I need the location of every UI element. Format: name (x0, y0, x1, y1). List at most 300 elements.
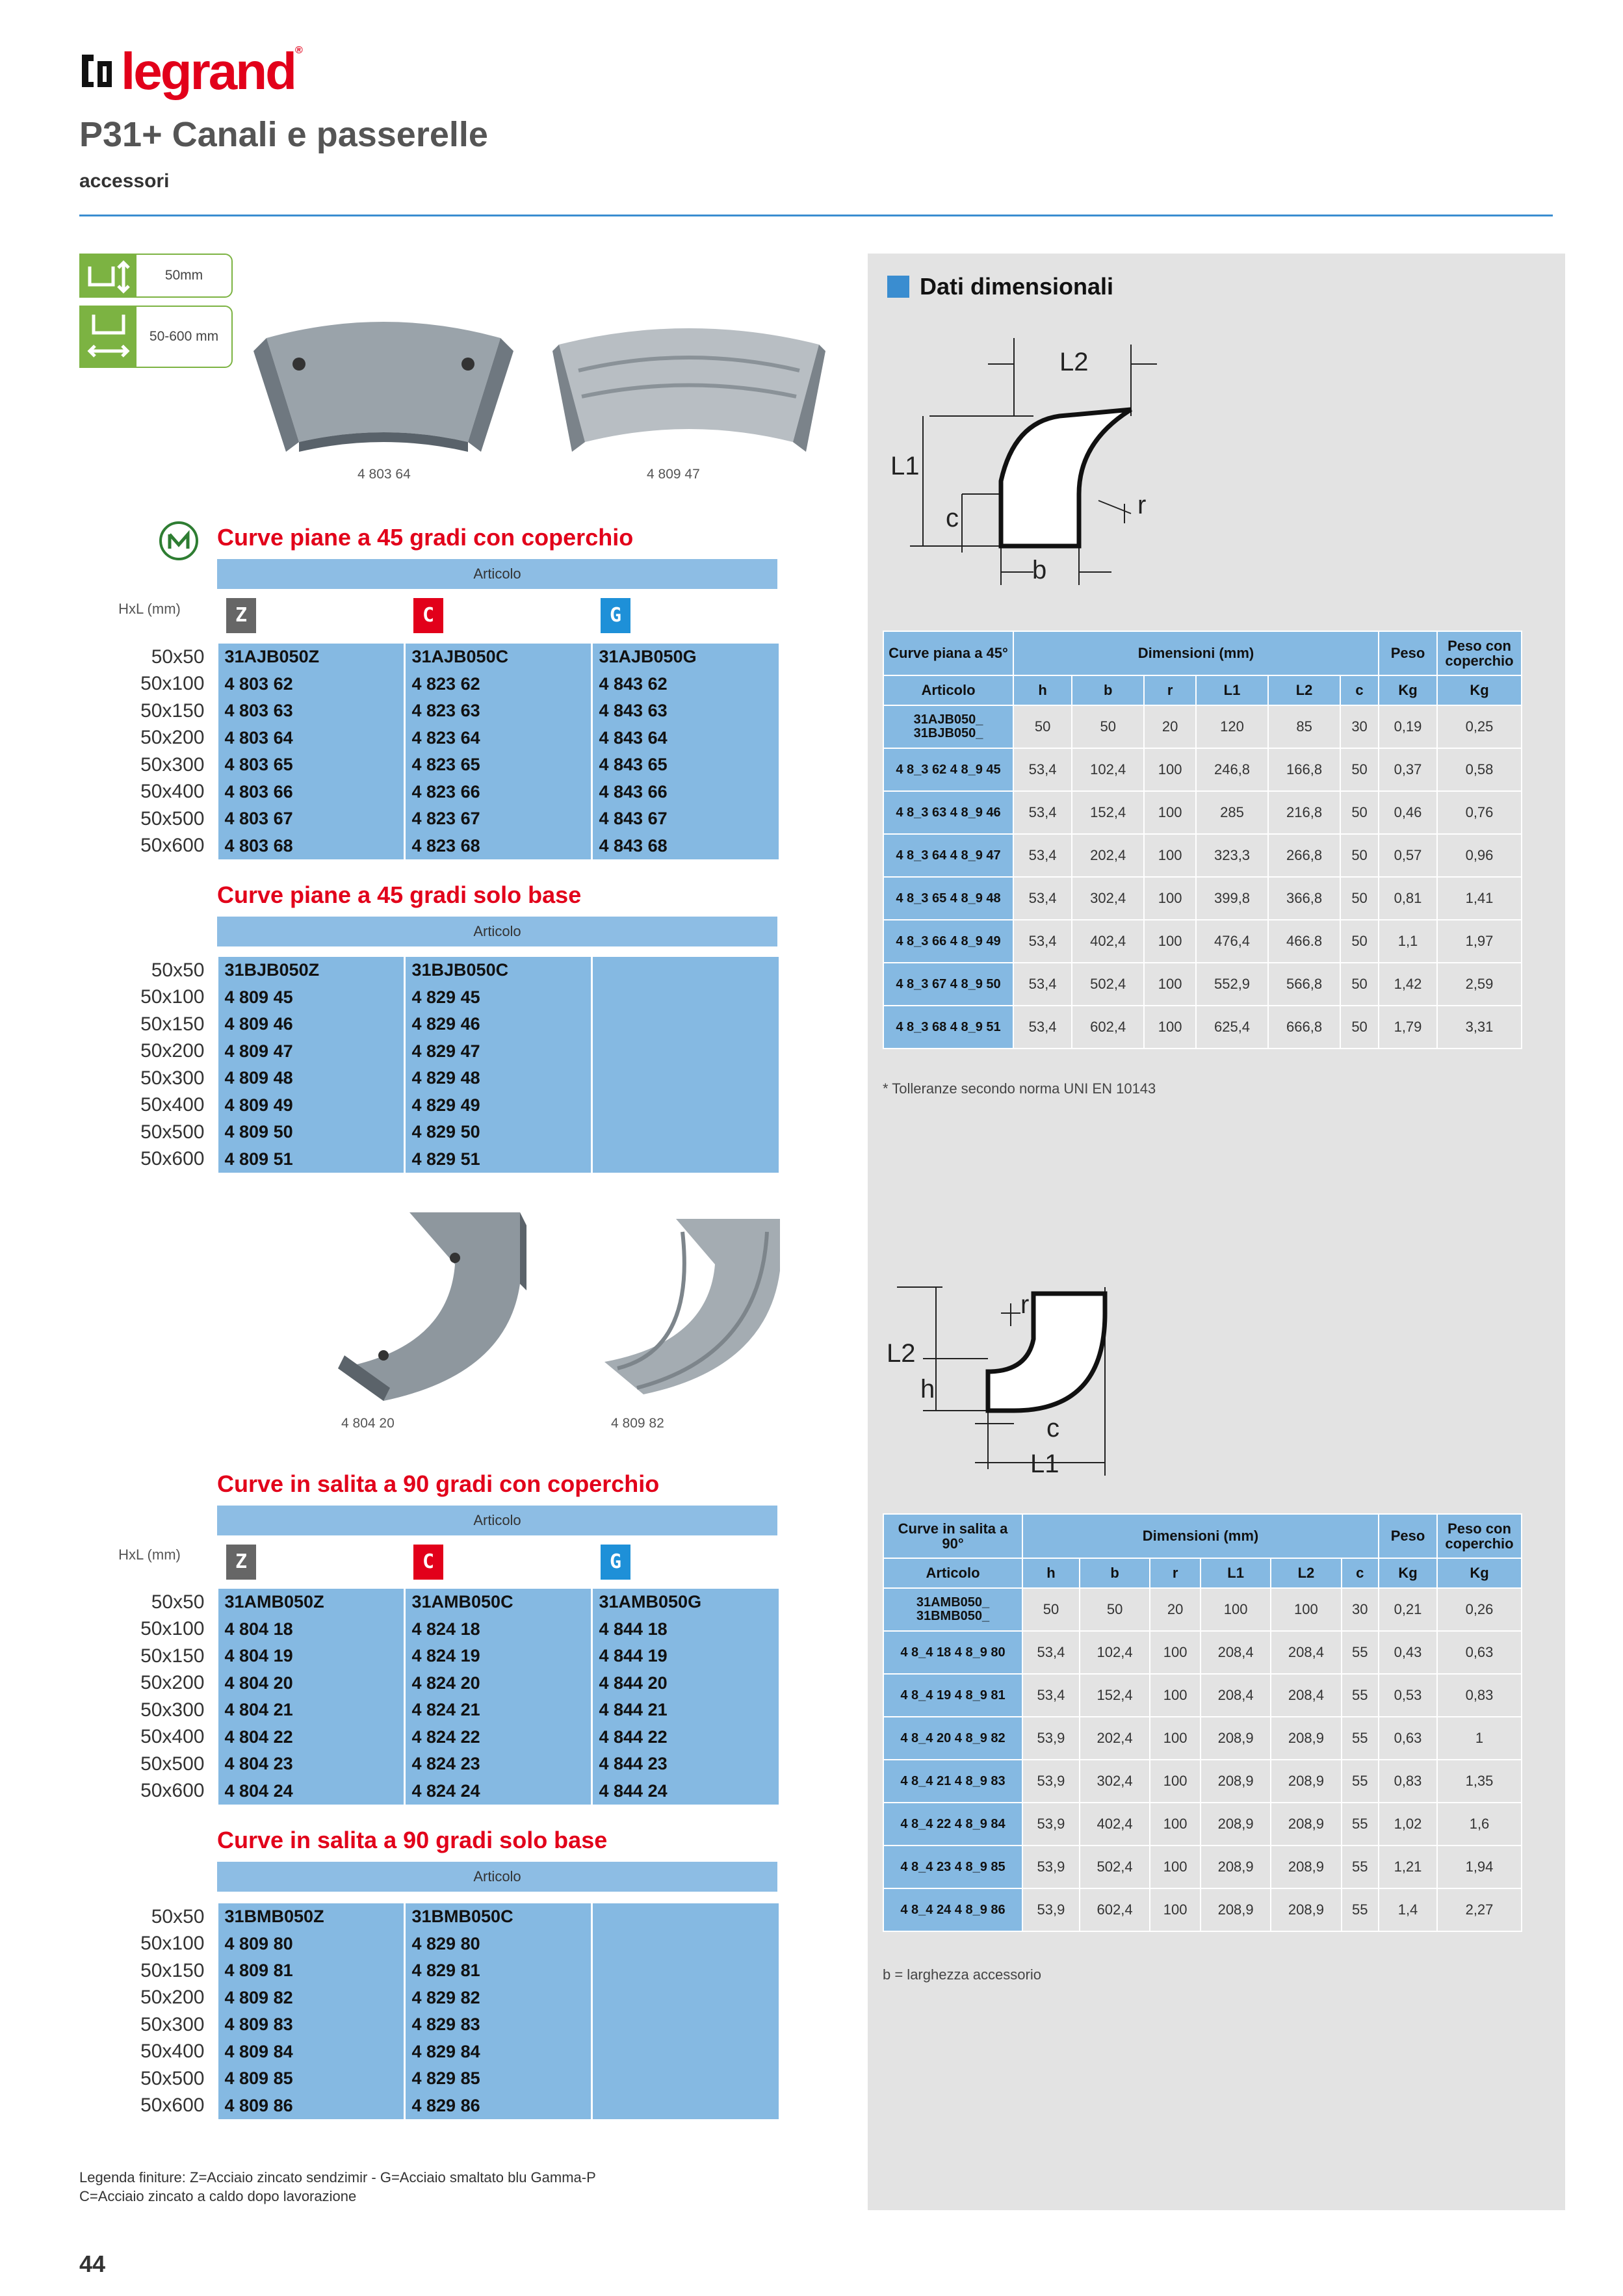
value-cell: 0,63 (1437, 1631, 1522, 1674)
hxl-label: HxL (mm) (118, 1546, 181, 1563)
code-cell: 31AJB050Z (217, 644, 404, 671)
table-row (113, 984, 779, 1011)
code-cell: 4 843 63 (591, 698, 779, 725)
column-header: r (1150, 1558, 1201, 1588)
code-cell (591, 1092, 779, 1119)
article-cell: 4 8_4 20 4 8_9 82 (883, 1717, 1022, 1760)
code-cell: 4 844 20 (591, 1670, 779, 1697)
value-cell: 0,25 (1437, 705, 1522, 748)
svg-text:b: b (1032, 556, 1047, 584)
table-row (113, 1119, 779, 1146)
code-cell: 31AJB050C (404, 644, 591, 671)
value-cell: 100 (1144, 877, 1196, 920)
table-row (883, 834, 1522, 877)
value-cell: 100 (1150, 1803, 1201, 1846)
value-cell: 20 (1144, 705, 1196, 748)
table-row (883, 791, 1522, 834)
value-cell: 208,9 (1201, 1846, 1271, 1888)
value-cell: 202,4 (1080, 1717, 1150, 1760)
table-row (113, 1903, 779, 1931)
value-cell: 0,83 (1437, 1674, 1522, 1717)
code-cell: 4 823 63 (404, 698, 591, 725)
table-row (113, 1697, 779, 1724)
value-cell: 0,96 (1437, 834, 1522, 877)
size-cell: 50x500 (113, 2065, 217, 2093)
size-cell: 50x400 (113, 779, 217, 806)
column-header: r (1144, 675, 1196, 705)
article-cell: 4 8_4 19 4 8_9 81 (883, 1674, 1022, 1717)
codes-table-2 (113, 957, 779, 1173)
code-cell: 4 829 82 (404, 1985, 591, 2012)
value-cell: 302,4 (1080, 1760, 1150, 1803)
size-cell: 50x500 (113, 1119, 217, 1146)
table-row (113, 1751, 779, 1778)
value-cell: 100 (1144, 748, 1196, 791)
size-cell: 50x300 (113, 1697, 217, 1724)
value-cell: 1 (1437, 1717, 1522, 1760)
code-cell (591, 2039, 779, 2066)
value-cell: 246,8 (1196, 748, 1268, 791)
code-cell: 4 809 86 (217, 2093, 404, 2120)
table-row (883, 1888, 1522, 1931)
value-cell: 1,42 (1379, 963, 1437, 1006)
column-header: Kg (1379, 1558, 1437, 1588)
code-cell (591, 1957, 779, 1985)
value-cell: 102,4 (1072, 748, 1144, 791)
size-cell: 50x150 (113, 1957, 217, 1985)
value-cell: 50 (1340, 877, 1379, 920)
value-cell: 53,4 (1022, 1674, 1080, 1717)
dimensional-data-title: Dati dimensionali (887, 273, 1113, 300)
code-cell: 4 844 21 (591, 1697, 779, 1724)
code-cell: 4 844 18 (591, 1616, 779, 1643)
value-cell: 100 (1201, 1588, 1271, 1631)
value-cell: 0,43 (1379, 1631, 1437, 1674)
article-cell: 4 8_3 68 4 8_9 51 (883, 1006, 1013, 1049)
value-cell: 0,63 (1379, 1717, 1437, 1760)
size-cell: 50x100 (113, 1616, 217, 1643)
code-cell: 4 829 83 (404, 2011, 591, 2039)
svg-text:L2: L2 (887, 1339, 916, 1368)
size-cell: 50x400 (113, 1724, 217, 1751)
article-cell: 4 8_4 24 4 8_9 86 (883, 1888, 1022, 1931)
table-row (883, 748, 1522, 791)
value-cell: 120 (1196, 705, 1268, 748)
table-row (113, 1146, 779, 1173)
finish-g-swatch: G (601, 1545, 630, 1580)
table-row (113, 2011, 779, 2039)
column-header: L2 (1271, 1558, 1341, 1588)
value-cell: 152,4 (1080, 1674, 1150, 1717)
size-cell: 50x400 (113, 1092, 217, 1119)
value-cell: 55 (1342, 1631, 1379, 1674)
value-cell: 1,1 (1379, 920, 1437, 963)
height-badge: 50mm (79, 254, 233, 298)
codes-table-4 (113, 1903, 779, 2119)
value-cell: 20 (1150, 1588, 1201, 1631)
brand-wordmark: legrand® (121, 42, 303, 100)
article-cell: 4 8_3 66 4 8_9 49 (883, 920, 1013, 963)
curve-45-base-image (552, 312, 825, 462)
value-cell: 53,4 (1013, 748, 1072, 791)
value-cell: 100 (1144, 963, 1196, 1006)
value-cell: 100 (1150, 1631, 1201, 1674)
size-cell: 50x200 (113, 1985, 217, 2012)
table-row (113, 1985, 779, 2012)
code-cell: 4 829 49 (404, 1092, 591, 1119)
code-cell: 4 829 46 (404, 1011, 591, 1038)
value-cell: 208,4 (1201, 1631, 1271, 1674)
code-cell (591, 2093, 779, 2120)
value-cell: 100 (1150, 1717, 1201, 1760)
code-cell: 4 829 47 (404, 1038, 591, 1065)
column-header: L2 (1268, 675, 1340, 705)
value-cell: 1,6 (1437, 1803, 1522, 1846)
codes-table-3 (113, 1589, 779, 1805)
code-cell: 4 809 80 (217, 1931, 404, 1958)
article-cell: 4 8_4 18 4 8_9 80 (883, 1631, 1022, 1674)
table-row (883, 705, 1522, 748)
value-cell: 552,9 (1196, 963, 1268, 1006)
value-cell: 1,02 (1379, 1803, 1437, 1846)
value-cell: 152,4 (1072, 791, 1144, 834)
size-cell: 50x500 (113, 1751, 217, 1778)
value-cell: 208,9 (1201, 1760, 1271, 1803)
code-cell: 4 823 67 (404, 805, 591, 833)
article-cell: 4 8_4 23 4 8_9 85 (883, 1846, 1022, 1888)
value-cell: 1,41 (1437, 877, 1522, 920)
table-row (113, 2065, 779, 2093)
code-cell: 4 809 81 (217, 1957, 404, 1985)
width-note: b = larghezza accessorio (883, 1966, 1041, 1983)
value-cell: 208,9 (1201, 1717, 1271, 1760)
code-cell (591, 1931, 779, 1958)
column-header: b (1080, 1558, 1150, 1588)
curve-45-diagram (884, 338, 1183, 585)
column-header: h (1013, 675, 1072, 705)
column-header: b (1072, 675, 1144, 705)
code-cell: 4 829 50 (404, 1119, 591, 1146)
value-cell: 399,8 (1196, 877, 1268, 920)
value-cell: 53,4 (1013, 1006, 1072, 1049)
code-cell: 4 844 24 (591, 1778, 779, 1805)
code-cell: 4 809 48 (217, 1065, 404, 1092)
value-cell: 53,9 (1022, 1803, 1080, 1846)
code-cell: 4 824 21 (404, 1697, 591, 1724)
value-cell: 1,21 (1379, 1846, 1437, 1888)
value-cell: 0,81 (1379, 877, 1437, 920)
code-cell: 4 804 24 (217, 1778, 404, 1805)
code-cell: 4 829 51 (404, 1146, 591, 1173)
svg-text:L1: L1 (890, 452, 920, 480)
value-cell: 466.8 (1268, 920, 1340, 963)
code-cell: 4 829 45 (404, 984, 591, 1011)
tolerance-note: * Tolleranze secondo norma UNI EN 10143 (883, 1080, 1156, 1097)
table-row (113, 805, 779, 833)
value-cell: 30 (1342, 1588, 1379, 1631)
code-cell: 4 824 18 (404, 1616, 591, 1643)
value-cell: 2,59 (1437, 963, 1522, 1006)
value-cell: 100 (1150, 1888, 1201, 1931)
code-cell: 4 829 84 (404, 2039, 591, 2066)
value-cell: 53,4 (1013, 963, 1072, 1006)
value-cell: 666,8 (1268, 1006, 1340, 1049)
value-cell: 502,4 (1072, 963, 1144, 1006)
value-cell: 100 (1150, 1846, 1201, 1888)
value-cell: 53,9 (1022, 1760, 1080, 1803)
codes-table-1 (113, 644, 779, 859)
value-cell: 30 (1340, 705, 1379, 748)
code-cell: 4 803 65 (217, 751, 404, 779)
size-cell: 50x600 (113, 2093, 217, 2120)
image-code: 4 809 82 (611, 1416, 664, 1431)
section-marker-icon (887, 276, 909, 298)
image-code: 4 809 47 (647, 467, 700, 482)
value-cell: 402,4 (1080, 1803, 1150, 1846)
table-row (113, 1724, 779, 1751)
code-cell: 4 809 46 (217, 1011, 404, 1038)
code-cell: 4 829 85 (404, 2065, 591, 2093)
column-header: h (1022, 1558, 1080, 1588)
value-cell: 102,4 (1080, 1631, 1150, 1674)
code-cell (591, 1119, 779, 1146)
code-cell: 4 804 23 (217, 1751, 404, 1778)
value-cell: 602,4 (1072, 1006, 1144, 1049)
value-cell: 100 (1150, 1760, 1201, 1803)
svg-text:r: r (1137, 491, 1147, 519)
table-row (883, 1588, 1522, 1631)
value-cell: 0,19 (1379, 705, 1437, 748)
value-cell: 50 (1340, 963, 1379, 1006)
code-cell: 4 843 68 (591, 833, 779, 860)
value-cell: 53,4 (1013, 834, 1072, 877)
value-cell: 100 (1144, 920, 1196, 963)
code-cell: 4 843 67 (591, 805, 779, 833)
value-cell: 208,4 (1201, 1674, 1271, 1717)
value-cell: 602,4 (1080, 1888, 1150, 1931)
value-cell: 566,8 (1268, 963, 1340, 1006)
value-cell: 0,58 (1437, 748, 1522, 791)
value-cell: 55 (1342, 1760, 1379, 1803)
size-cell: 50x150 (113, 698, 217, 725)
value-cell: 3,31 (1437, 1006, 1522, 1049)
value-cell: 202,4 (1072, 834, 1144, 877)
finish-c-swatch: C (413, 598, 443, 633)
table-row (113, 1589, 779, 1616)
value-cell: 50 (1340, 748, 1379, 791)
width-badge: 50-600 mm (79, 306, 233, 368)
size-cell: 50x200 (113, 1038, 217, 1065)
value-cell: 1,4 (1379, 1888, 1437, 1931)
code-cell: 4 804 19 (217, 1643, 404, 1670)
value-cell: 1,97 (1437, 920, 1522, 963)
image-code: 4 803 64 (357, 467, 411, 482)
value-cell: 208,9 (1271, 1888, 1341, 1931)
table-row (113, 1092, 779, 1119)
value-cell: 1,79 (1379, 1006, 1437, 1049)
article-cell: 4 8_3 67 4 8_9 50 (883, 963, 1013, 1006)
finish-c-swatch: C (413, 1545, 443, 1580)
code-cell (591, 1065, 779, 1092)
value-cell: 50 (1022, 1588, 1080, 1631)
code-cell (591, 1903, 779, 1931)
curve-90-diagram (884, 1274, 1157, 1489)
code-cell: 4 803 68 (217, 833, 404, 860)
size-cell: 50x100 (113, 671, 217, 698)
code-cell: 4 804 22 (217, 1724, 404, 1751)
table-row (113, 1616, 779, 1643)
value-cell: 55 (1342, 1803, 1379, 1846)
code-cell: 4 809 47 (217, 1038, 404, 1065)
value-cell: 53,4 (1013, 920, 1072, 963)
size-cell: 50x600 (113, 833, 217, 860)
code-cell (591, 957, 779, 984)
size-cell: 50x100 (113, 1931, 217, 1958)
articolo-bar: Articolo (217, 559, 777, 589)
column-header: Kg (1379, 675, 1437, 705)
value-cell: 366,8 (1268, 877, 1340, 920)
size-cell: 50x600 (113, 1146, 217, 1173)
page-title: P31+ Canali e passerelle (79, 115, 488, 154)
svg-text:c: c (946, 504, 959, 532)
finish-z-swatch: Z (226, 1545, 256, 1580)
value-cell: 323,3 (1196, 834, 1268, 877)
column-header: c (1340, 675, 1379, 705)
size-cell: 50x300 (113, 751, 217, 779)
code-cell: 4 809 50 (217, 1119, 404, 1146)
code-cell: 31BMB050C (404, 1903, 591, 1931)
table-row (113, 1038, 779, 1065)
size-cell: 50x200 (113, 725, 217, 752)
value-cell: 55 (1342, 1888, 1379, 1931)
value-cell: 0,21 (1379, 1588, 1437, 1631)
table-row (113, 671, 779, 698)
value-cell: 50 (1340, 834, 1379, 877)
value-cell: 208,9 (1271, 1760, 1341, 1803)
value-cell: 50 (1013, 705, 1072, 748)
value-cell: 53,9 (1022, 1888, 1080, 1931)
code-cell: 31AMB050G (591, 1589, 779, 1616)
value-cell: 100 (1144, 1006, 1196, 1049)
value-cell: 1,94 (1437, 1846, 1522, 1888)
value-cell: 100 (1271, 1588, 1341, 1631)
value-cell: 216,8 (1268, 791, 1340, 834)
size-cell: 50x300 (113, 2011, 217, 2039)
code-cell: 4 844 23 (591, 1751, 779, 1778)
code-cell: 4 804 18 (217, 1616, 404, 1643)
code-cell (591, 2011, 779, 2039)
column-header: L1 (1201, 1558, 1271, 1588)
table-row (883, 1846, 1522, 1888)
section-title: Curve in salita a 90 gradi con coperchio (217, 1470, 660, 1497)
finish-z-swatch: Z (226, 598, 256, 633)
code-cell: 4 809 83 (217, 2011, 404, 2039)
value-cell: 55 (1342, 1846, 1379, 1888)
article-cell: 31AMB050_ 31BMB050_ (883, 1588, 1022, 1631)
svg-text:r: r (1020, 1290, 1030, 1319)
dimensions-table-90: Curve in salita a 90° Dimensioni (mm) Peso Peso con coperchio Articolo h b r L1 L2 c Kg Kg 31AMB050_ 31BMB050_ 50 50 20 100 100 30 0,21 0,26 4 8_4 18 4 8_9 80 53,4 102,4 100 208,4 208,4 55 0,43 0,63 4 8_4 19 4 8_9 81 53,4 152,4 100 208,4 208,4 55 0,53 0,83 4 8_4 20 4 8_9 82 53,9 202,4 100 208,9 208,9 55 0,63 1 4 8_4 21 4 8_9 83 53,9 302,4 100 208,9 208,9 55 0,83 1,35 4 8_4 22 4 8_9 84 53,9 402,4 100 208,9 208,9 55 1,02 1,6 4 8_4 23 4 8_9 85 53,9 502,4 100 208,9 208,9 55 1,21 1,94 4 8_4 24 4 8_9 86 53,9 602,4 100 208,9 208,9 55 1,4 2,27 (883, 1513, 1522, 1932)
value-cell: 85 (1268, 705, 1340, 748)
table-row (113, 725, 779, 752)
table-row (113, 779, 779, 806)
table-row (113, 698, 779, 725)
code-cell: 4 803 63 (217, 698, 404, 725)
code-cell: 31AMB050Z (217, 1589, 404, 1616)
value-cell: 166,8 (1268, 748, 1340, 791)
table-row (883, 1674, 1522, 1717)
svg-text:h: h (920, 1375, 935, 1403)
table-row (883, 1760, 1522, 1803)
value-cell: 50 (1340, 1006, 1379, 1049)
value-cell: 208,9 (1271, 1846, 1341, 1888)
value-cell: 266,8 (1268, 834, 1340, 877)
value-cell: 625,4 (1196, 1006, 1268, 1049)
quality-mark-icon (158, 520, 200, 562)
code-cell: 4 824 20 (404, 1670, 591, 1697)
section-title: Curve piane a 45 gradi con coperchio (217, 524, 634, 551)
size-cell: 50x150 (113, 1643, 217, 1670)
value-cell: 302,4 (1072, 877, 1144, 920)
code-cell: 4 803 66 (217, 779, 404, 806)
table-row (883, 920, 1522, 963)
code-cell: 4 809 51 (217, 1146, 404, 1173)
curve-90-base-image (598, 1206, 793, 1407)
table-row (883, 963, 1522, 1006)
table-row (113, 1931, 779, 1958)
value-cell: 402,4 (1072, 920, 1144, 963)
articolo-bar: Articolo (217, 917, 777, 946)
value-cell: 0,53 (1379, 1674, 1437, 1717)
size-cell: 50x300 (113, 1065, 217, 1092)
finish-g-swatch: G (601, 598, 630, 633)
size-cell: 50x150 (113, 1011, 217, 1038)
article-cell: 4 8_4 22 4 8_9 84 (883, 1803, 1022, 1846)
value-cell: 208,4 (1271, 1631, 1341, 1674)
value-cell: 100 (1150, 1674, 1201, 1717)
code-cell: 4 809 45 (217, 984, 404, 1011)
code-cell: 31BJB050C (404, 957, 591, 984)
value-cell: 50 (1340, 920, 1379, 963)
value-cell: 53,9 (1022, 1717, 1080, 1760)
tray-height-icon (81, 255, 136, 296)
value-cell: 50 (1080, 1588, 1150, 1631)
table-row (883, 1803, 1522, 1846)
size-cell: 50x600 (113, 1778, 217, 1805)
table-row (113, 833, 779, 860)
code-cell: 31BJB050Z (217, 957, 404, 984)
table-row (113, 1778, 779, 1805)
value-cell: 0,37 (1379, 748, 1437, 791)
value-cell: 208,9 (1271, 1803, 1341, 1846)
curve-45-cover-image (253, 312, 513, 462)
code-cell: 4 809 49 (217, 1092, 404, 1119)
code-cell: 4 804 21 (217, 1697, 404, 1724)
code-cell: 31AJB050G (591, 644, 779, 671)
code-cell: 4 823 68 (404, 833, 591, 860)
value-cell: 0,26 (1437, 1588, 1522, 1631)
articolo-bar: Articolo (217, 1506, 777, 1535)
code-cell (591, 1985, 779, 2012)
finish-legend: Legenda finiture: Z=Acciaio zincato sendzimir - G=Acciaio smaltato blu Gamma-P C=Acciaio zincato a caldo dopo lavorazione (79, 2169, 596, 2204)
value-cell: 0,83 (1379, 1760, 1437, 1803)
article-cell: 4 8_3 63 4 8_9 46 (883, 791, 1013, 834)
size-cell: 50x50 (113, 1903, 217, 1931)
tray-width-icon (81, 307, 136, 367)
article-cell: 4 8_3 65 4 8_9 48 (883, 877, 1013, 920)
value-cell: 208,4 (1271, 1674, 1341, 1717)
code-cell (591, 2065, 779, 2093)
code-cell: 4 844 19 (591, 1643, 779, 1670)
